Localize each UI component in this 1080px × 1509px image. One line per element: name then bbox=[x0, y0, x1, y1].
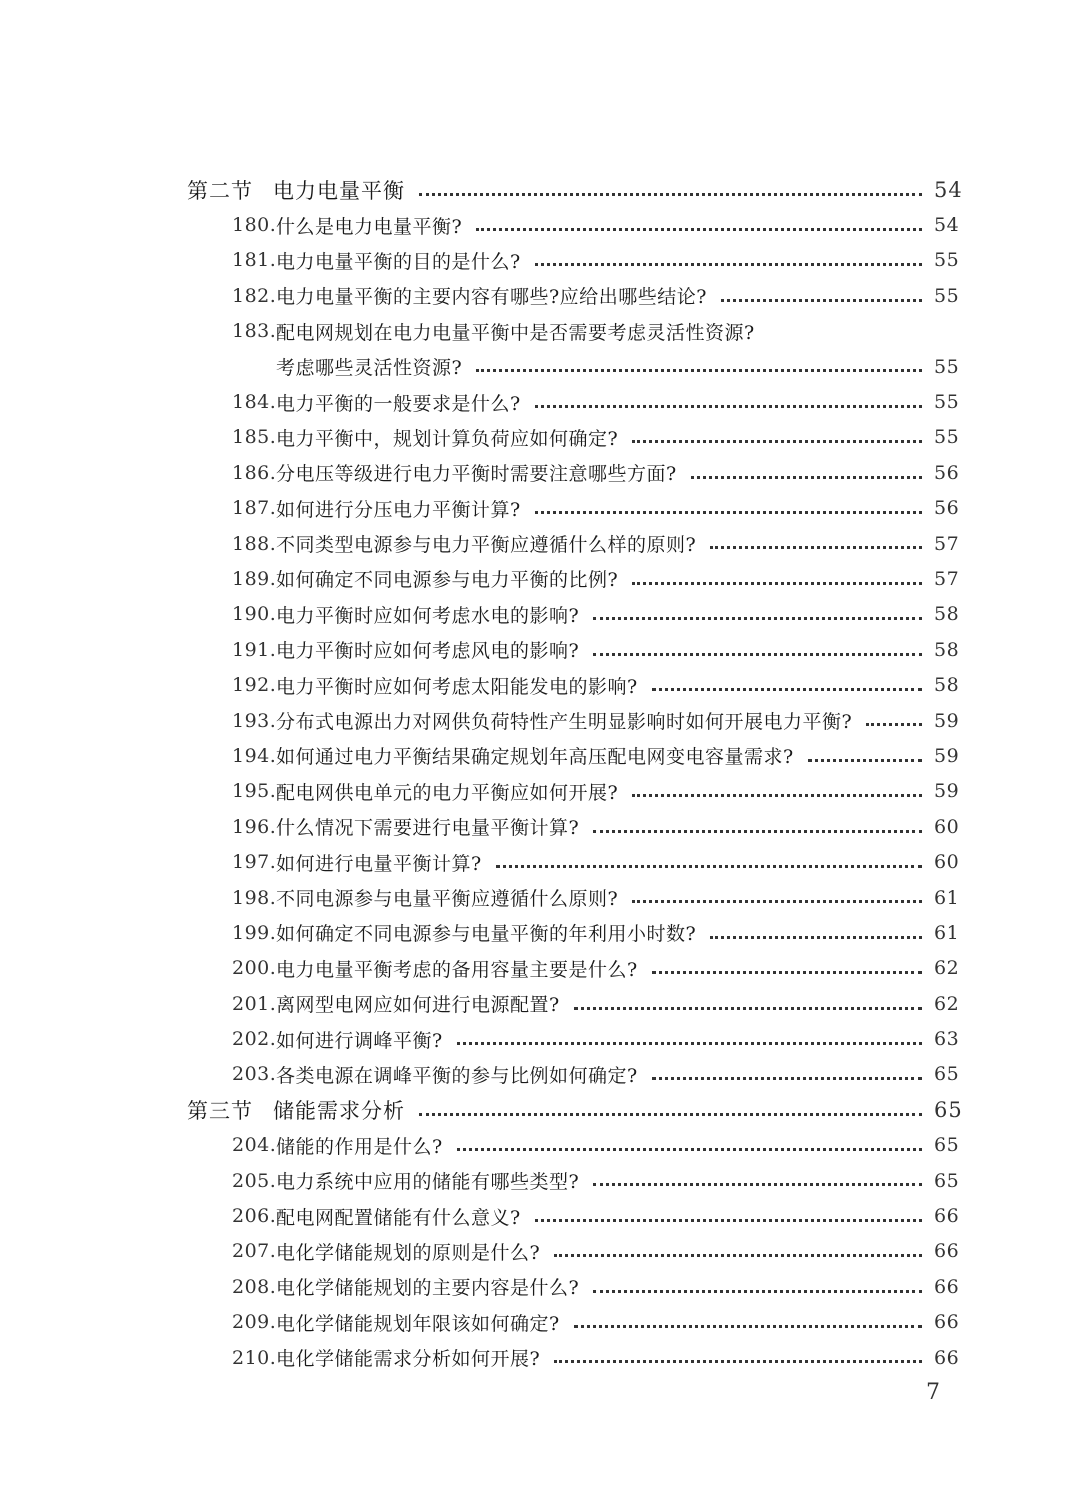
dot-leader bbox=[554, 1360, 922, 1363]
entry-number: 194. bbox=[232, 744, 277, 767]
entry-page-number: 62 bbox=[934, 992, 960, 1015]
entry-number: 204. bbox=[232, 1134, 277, 1157]
entry-number: 189. bbox=[232, 567, 277, 590]
entry-number: 181. bbox=[232, 249, 277, 272]
entry-number: 180. bbox=[232, 214, 277, 237]
dot-leader bbox=[593, 1183, 922, 1186]
entry-page-number: 54 bbox=[934, 177, 963, 202]
entry-page-number: 65 bbox=[934, 1063, 960, 1086]
entry-title: 分布式电源出力对网供负荷特性产生明显影响时如何开展电力平衡? bbox=[276, 711, 853, 734]
entry-title: 不同类型电源参与电力平衡应遵循什么样的原则? bbox=[276, 534, 697, 557]
toc-entry bbox=[0, 384, 1080, 419]
entry-page-number: 59 bbox=[934, 780, 960, 803]
entry-page-number: 60 bbox=[934, 815, 960, 838]
toc-entry bbox=[0, 667, 1080, 702]
dot-leader bbox=[593, 653, 922, 656]
entry-title: 什么情况下需要进行电量平衡计算? bbox=[276, 817, 580, 840]
entry-title: 电化学储能规划的主要内容是什么? bbox=[276, 1277, 580, 1300]
entry-page-number: 58 bbox=[934, 638, 960, 661]
dot-leader bbox=[535, 1219, 922, 1222]
entry-number: 203. bbox=[232, 1063, 277, 1086]
entry-number: 193. bbox=[232, 709, 277, 732]
dot-leader bbox=[808, 759, 922, 762]
dot-leader bbox=[632, 900, 922, 903]
entry-number: 185. bbox=[232, 426, 277, 449]
entry-page-number: 58 bbox=[934, 674, 960, 697]
entry-title: 配电网规划在电力电量平衡中是否需要考虑灵活性资源? bbox=[276, 321, 755, 344]
entry-number: 199. bbox=[232, 921, 277, 944]
entry-title: 如何确定不同电源参与电力平衡的比例? bbox=[276, 569, 619, 592]
entry-title: 离网型电网应如何进行电源配置? bbox=[276, 994, 560, 1017]
dot-leader bbox=[652, 971, 922, 974]
section-title: 储能需求分析 bbox=[273, 1098, 405, 1123]
page-number: 7 bbox=[926, 1380, 940, 1405]
toc-section bbox=[0, 172, 1080, 207]
toc-entry bbox=[0, 1198, 1080, 1233]
entry-title: 配电网供电单元的电力平衡应如何开展? bbox=[276, 781, 619, 804]
toc-entry bbox=[0, 243, 1080, 278]
entry-page-number: 55 bbox=[934, 355, 960, 378]
toc-entry bbox=[0, 986, 1080, 1021]
entry-title: 电力平衡时应如何考虑水电的影响? bbox=[276, 604, 580, 627]
toc-entry bbox=[0, 1057, 1080, 1092]
entry-page-number: 63 bbox=[934, 1028, 960, 1051]
entry-title: 电力平衡中，规划计算负荷应如何确定? bbox=[276, 427, 619, 450]
entry-page-number: 65 bbox=[934, 1169, 960, 1192]
dot-leader bbox=[652, 1077, 922, 1080]
section-heading bbox=[187, 1095, 405, 1125]
entry-page-number: 62 bbox=[934, 957, 960, 980]
entry-title: 电力平衡时应如何考虑太阳能发电的影响? bbox=[276, 675, 638, 698]
toc-entry bbox=[0, 597, 1080, 632]
toc-section bbox=[0, 1092, 1080, 1127]
dot-leader bbox=[632, 440, 922, 443]
entry-title: 如何进行电量平衡计算? bbox=[276, 852, 482, 875]
section-title: 电力电量平衡 bbox=[273, 178, 405, 203]
toc-entry bbox=[0, 844, 1080, 879]
toc-entry bbox=[0, 1269, 1080, 1304]
toc-entry bbox=[0, 774, 1080, 809]
toc-entry bbox=[0, 561, 1080, 596]
entry-number: 187. bbox=[232, 497, 277, 520]
toc-entry bbox=[0, 1163, 1080, 1198]
entry-page-number: 55 bbox=[934, 249, 960, 272]
entry-title: 如何确定不同电源参与电量平衡的年利用小时数? bbox=[276, 923, 697, 946]
entry-title: 各类电源在调峰平衡的参与比例如何确定? bbox=[276, 1064, 638, 1087]
toc-entry bbox=[0, 951, 1080, 986]
toc-entry bbox=[0, 632, 1080, 667]
entry-title: 电化学储能规划年限该如何确定? bbox=[276, 1312, 560, 1335]
entry-number: 210. bbox=[232, 1346, 277, 1369]
dot-leader bbox=[574, 1325, 922, 1328]
entry-page-number: 66 bbox=[934, 1311, 960, 1334]
entry-page-number: 56 bbox=[934, 497, 960, 520]
dot-leader bbox=[652, 688, 922, 691]
entry-number: 184. bbox=[232, 391, 277, 414]
entry-title: 如何通过电力平衡结果确定规划年高压配电网变电容量需求? bbox=[276, 746, 794, 769]
entry-number: 190. bbox=[232, 603, 277, 626]
dot-leader bbox=[593, 830, 922, 833]
entry-page-number: 61 bbox=[934, 886, 960, 909]
entry-number: 202. bbox=[232, 1028, 277, 1051]
entry-title: 电力电量平衡考虑的备用容量主要是什么? bbox=[276, 958, 638, 981]
entry-title: 配电网配置储能有什么意义? bbox=[276, 1206, 521, 1229]
toc-entry bbox=[0, 455, 1080, 490]
dot-leader bbox=[419, 193, 922, 196]
dot-leader bbox=[721, 299, 922, 302]
toc-entry bbox=[0, 1340, 1080, 1375]
entry-page-number: 54 bbox=[934, 214, 960, 237]
entry-number: 200. bbox=[232, 957, 277, 980]
toc-entry bbox=[0, 278, 1080, 313]
entry-page-number: 65 bbox=[934, 1097, 963, 1122]
section-label: 第三节 bbox=[187, 1098, 253, 1123]
toc-entry bbox=[0, 1128, 1080, 1163]
entry-title: 分电压等级进行电力平衡时需要注意哪些方面? bbox=[276, 463, 677, 486]
entry-number: 188. bbox=[232, 532, 277, 555]
toc-entry bbox=[0, 880, 1080, 915]
entry-number: 205. bbox=[232, 1169, 277, 1192]
toc-entry bbox=[0, 703, 1080, 738]
entry-page-number: 59 bbox=[934, 744, 960, 767]
entry-page-number: 60 bbox=[934, 851, 960, 874]
entry-number: 192. bbox=[232, 674, 277, 697]
entry-number: 196. bbox=[232, 815, 277, 838]
dot-leader bbox=[457, 1042, 922, 1045]
dot-leader bbox=[457, 1148, 922, 1151]
table-of-contents bbox=[0, 172, 1080, 1375]
section-label: 第二节 bbox=[187, 178, 253, 203]
toc-entry bbox=[0, 1021, 1080, 1056]
entry-number: 186. bbox=[232, 461, 277, 484]
entry-title: 电力电量平衡的目的是什么? bbox=[276, 250, 521, 273]
dot-leader bbox=[710, 936, 922, 939]
dot-leader bbox=[691, 476, 922, 479]
toc-entry bbox=[0, 809, 1080, 844]
entry-number: 182. bbox=[232, 284, 277, 307]
entry-page-number: 65 bbox=[934, 1134, 960, 1157]
entry-number: 201. bbox=[232, 992, 277, 1015]
dot-leader bbox=[476, 228, 922, 231]
entry-page-number: 58 bbox=[934, 603, 960, 626]
dot-leader bbox=[574, 1007, 922, 1010]
dot-leader bbox=[535, 511, 922, 514]
dot-leader bbox=[593, 1290, 922, 1293]
dot-leader bbox=[632, 582, 922, 585]
entry-title: 如何进行分压电力平衡计算? bbox=[276, 498, 521, 521]
toc-entry bbox=[0, 207, 1080, 242]
entry-page-number: 66 bbox=[934, 1346, 960, 1369]
section-heading bbox=[187, 175, 405, 205]
dot-leader bbox=[632, 794, 922, 797]
dot-leader bbox=[554, 1254, 922, 1257]
dot-leader bbox=[866, 723, 922, 726]
entry-page-number: 57 bbox=[934, 567, 960, 590]
toc-entry bbox=[0, 491, 1080, 526]
dot-leader bbox=[535, 263, 922, 266]
dot-leader bbox=[593, 617, 922, 620]
entry-number: 191. bbox=[232, 638, 277, 661]
entry-number: 209. bbox=[232, 1311, 277, 1334]
entry-title: 什么是电力电量平衡? bbox=[276, 215, 463, 238]
entry-number: 197. bbox=[232, 851, 277, 874]
dot-leader bbox=[710, 546, 922, 549]
entry-page-number: 55 bbox=[934, 426, 960, 449]
entry-page-number: 56 bbox=[934, 461, 960, 484]
entry-title: 考虑哪些灵活性资源? bbox=[276, 357, 463, 380]
toc-entry bbox=[0, 738, 1080, 773]
entry-title: 电化学储能需求分析如何开展? bbox=[276, 1348, 541, 1371]
toc-entry bbox=[0, 1234, 1080, 1269]
entry-page-number: 55 bbox=[934, 391, 960, 414]
entry-title: 电力电量平衡的主要内容有哪些?应给出哪些结论? bbox=[276, 286, 707, 309]
entry-number: 207. bbox=[232, 1240, 277, 1263]
entry-title: 电化学储能规划的原则是什么? bbox=[276, 1241, 541, 1264]
toc-entry bbox=[0, 420, 1080, 455]
entry-title: 电力平衡的一般要求是什么? bbox=[276, 392, 521, 415]
entry-page-number: 66 bbox=[934, 1205, 960, 1228]
dot-leader bbox=[535, 405, 922, 408]
entry-title: 不同电源参与电量平衡应遵循什么原则? bbox=[276, 888, 619, 910]
dot-leader bbox=[419, 1113, 922, 1116]
entry-page-number: 66 bbox=[934, 1240, 960, 1263]
entry-number: 208. bbox=[232, 1275, 277, 1298]
entry-title: 如何进行调峰平衡? bbox=[276, 1029, 443, 1052]
dot-leader bbox=[496, 865, 922, 868]
entry-title: 电力系统中应用的储能有哪些类型? bbox=[276, 1171, 580, 1194]
entry-number: 198. bbox=[232, 886, 277, 909]
entry-title: 储能的作用是什么? bbox=[276, 1135, 443, 1158]
entry-page-number: 57 bbox=[934, 532, 960, 555]
entry-page-number: 55 bbox=[934, 284, 960, 307]
dot-leader bbox=[476, 369, 922, 372]
entry-number: 206. bbox=[232, 1205, 277, 1228]
entry-title: 电力平衡时应如何考虑风电的影响? bbox=[276, 640, 580, 663]
entry-page-number: 59 bbox=[934, 709, 960, 732]
entry-number: 183. bbox=[232, 320, 277, 343]
toc-entry bbox=[0, 1305, 1080, 1340]
toc-entry bbox=[0, 526, 1080, 561]
toc-entry bbox=[0, 915, 1080, 950]
entry-page-number: 66 bbox=[934, 1275, 960, 1298]
toc-entry bbox=[0, 349, 1080, 384]
entry-number: 195. bbox=[232, 780, 277, 803]
entry-page-number: 61 bbox=[934, 921, 960, 944]
toc-entry bbox=[0, 314, 1080, 349]
